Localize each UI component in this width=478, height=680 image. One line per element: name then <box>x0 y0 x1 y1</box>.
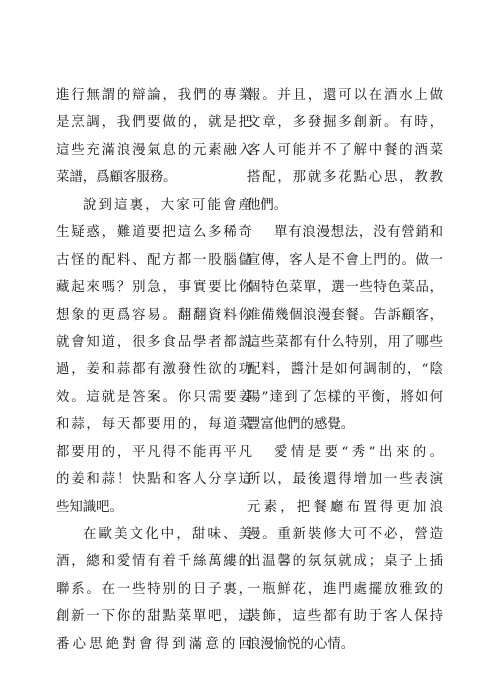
left-text-column <box>56 82 252 658</box>
right-text-column <box>247 82 443 658</box>
text-line: 文章，多發掘多創新。有時， <box>247 115 443 131</box>
text-line: 這些充滿浪漫氣息的元素融入 <box>56 142 252 158</box>
text-line: 古怪的配料、配方都一股腦儲 <box>56 252 252 268</box>
text-line: 效。這就是答案。你只需要姜 <box>56 389 252 405</box>
paragraph <box>247 439 443 659</box>
text-line: 宣傳，客人是不會上門的。做一 <box>247 252 443 268</box>
text-line: 生疑惑，難道要把這么多稀奇 <box>56 225 252 241</box>
text-line: 都要用的，平凡得不能再平凡 <box>56 444 252 460</box>
text-line: 些知識吧。 <box>56 499 123 515</box>
text-line: 一瓶鮮花，進門處擺放雅致的 <box>247 581 443 597</box>
text-line: 進行無謂的辯論，我們的專業 <box>56 88 252 103</box>
text-line: 單有浪漫想法，没有營銷和 <box>274 225 443 241</box>
text-line: 元素，把餐廳布置得更加浪 <box>247 499 443 515</box>
text-line: 豐富他們的感覺。 <box>247 417 355 433</box>
paragraph <box>56 82 252 192</box>
text-line: 聯系。在一些特别的日子裏， <box>56 581 252 597</box>
text-line: 浪漫愉悦的心情。 <box>247 636 355 652</box>
text-line: 過，姜和蒜都有激發性欲的功 <box>56 362 252 378</box>
text-line: 客人可能并不了解中餐的酒菜 <box>247 142 443 158</box>
paragraph <box>247 82 443 219</box>
paragraph <box>247 219 443 439</box>
text-line: 和蒜，每天都要用的，每道菜 <box>56 417 252 433</box>
text-line: 藏起來嗎？别急，事實要比你 <box>56 280 252 296</box>
text-line: 的姜和蒜！快點和客人分享這 <box>56 472 252 488</box>
text-line: 搭配，那就多花點心思，教教 <box>247 170 443 186</box>
text-line: 是烹調，我們要做的，就是把 <box>56 115 252 131</box>
text-line: 想象的更爲容易。翻翻資料你 <box>56 307 252 323</box>
text-line: 配料，醬汁是如何調制的，“陰 <box>247 362 443 378</box>
text-line: 創新一下你的甜點菜單吧，這 <box>56 609 252 625</box>
text-line: 這些菜都有什么特别，用了哪些 <box>247 334 443 350</box>
text-line: 出温馨的氛氛就成；桌子上插 <box>247 554 443 570</box>
text-line: 他們。 <box>247 197 288 213</box>
text-line: 在歐美文化中，甜味、美 <box>83 527 252 542</box>
text-line: 就會知道，很多食品學者都説 <box>56 334 252 350</box>
text-line: 所以，最後還得增加一些表演 <box>247 472 443 488</box>
text-line: 愛情是要“秀”出來的。 <box>274 444 443 460</box>
text-line: 裝飾，這些都有助于客人保持 <box>247 609 443 625</box>
text-line: 菜譜，爲顧客服務。 <box>56 170 177 186</box>
text-line: 說到這裏，大家可能會産 <box>83 197 252 213</box>
text-line: 報。并且，還可以在酒水上做 <box>247 88 443 103</box>
text-line: 陽”達到了怎樣的平衡，將如何 <box>247 389 443 405</box>
text-line: 酒，總和愛情有着千絲萬縷的 <box>56 554 252 570</box>
text-line: 番心思絶對會得到滿意的回 <box>56 636 252 652</box>
paragraph <box>56 192 252 521</box>
paragraph <box>56 521 252 658</box>
text-line: 准備幾個浪漫套餐。告訴顧客， <box>247 307 443 323</box>
text-line: 漫。重新裝修大可不必，營造 <box>247 527 443 542</box>
text-line: 個特色菜單，選一些特色菜品， <box>247 280 443 296</box>
